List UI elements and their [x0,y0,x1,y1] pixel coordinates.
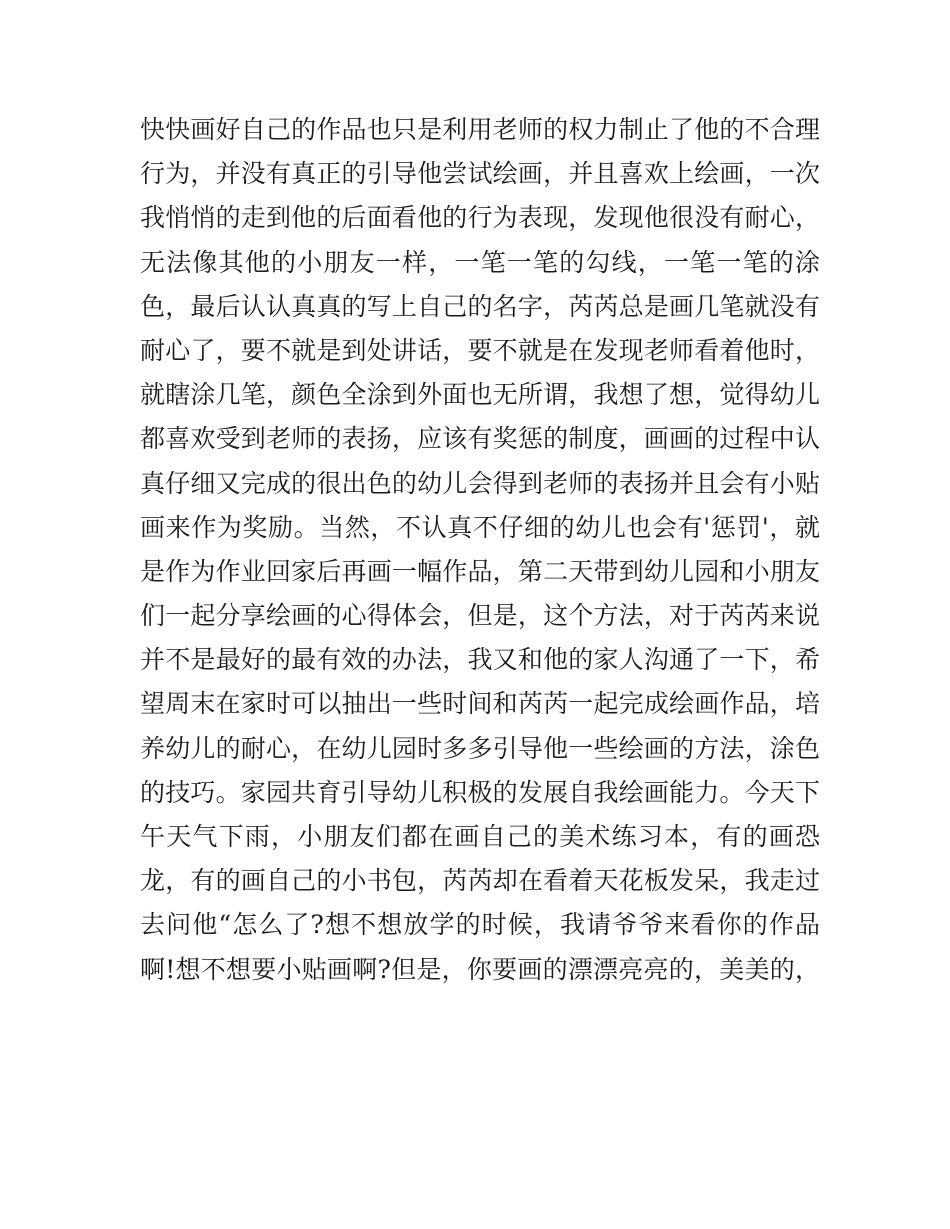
text-line: 就瞎涂几笔，颜色全涂到外面也无所谓，我想了想，觉得幼儿 [140,380,820,410]
text-line: 龙，有的画自己的小书包，芮芮却在看着天花板发呆，我走过 [140,866,820,896]
text-line: 行为，并没有真正的引导他尝试绘画，并且喜欢上绘画，一次 [140,159,820,189]
text-line: 我悄悄的走到他的后面看他的行为表现，发现他很没有耐心， [140,203,820,233]
text-line: 午天气下雨，小朋友们都在画自己的美术练习本，有的画恐 [140,822,820,851]
text-line: 耐心了，要不就是到处讲话，要不就是在发现老师看着他时， [140,335,820,365]
text-line: 啊!想不想要小贴画啊?但是，你要画的漂漂亮亮的，美美的， [140,954,820,984]
body-paragraph [140,108,820,992]
text-line: 养幼儿的耐心，在幼儿园时多多引导他一些绘画的方法，涂色 [140,733,820,763]
text-line: 快快画好自己的作品也只是利用老师的权力制止了他的不合理 [140,115,820,144]
text-line: 去问他“怎么了?想不想放学的时候，我请爷爷来看你的作品 [140,910,820,940]
text-line: 望周末在家时可以抽出一些时间和芮芮一起完成绘画作品，培 [140,689,820,719]
text-line: 的技巧。家园共育引导幼儿积极的发展自我绘画能力。今天下 [140,777,820,807]
text-line: 色，最后认认真真的写上自己的名字，芮芮总是画几笔就没有 [140,291,820,321]
text-line: 都喜欢受到老师的表扬，应该有奖惩的制度，画画的过程中认 [140,424,820,454]
text-line: 画来作为奖励。当然，不认真不仔细的幼儿也会有'惩罚'，就 [140,512,820,542]
text-line: 真仔细又完成的很出色的幼儿会得到老师的表扬并且会有小贴 [140,468,820,498]
text-line: 是作为作业回家后再画一幅作品，第二天带到幼儿园和小朋友 [140,556,820,586]
text-line: 并不是最好的最有效的办法，我又和他的家人沟通了一下，希 [140,645,820,675]
text-line: 无法像其他的小朋友一样，一笔一笔的勾线，一笔一笔的涂 [140,247,820,277]
text-line: 们一起分享绘画的心得体会，但是，这个方法，对于芮芮来说 [140,601,820,631]
